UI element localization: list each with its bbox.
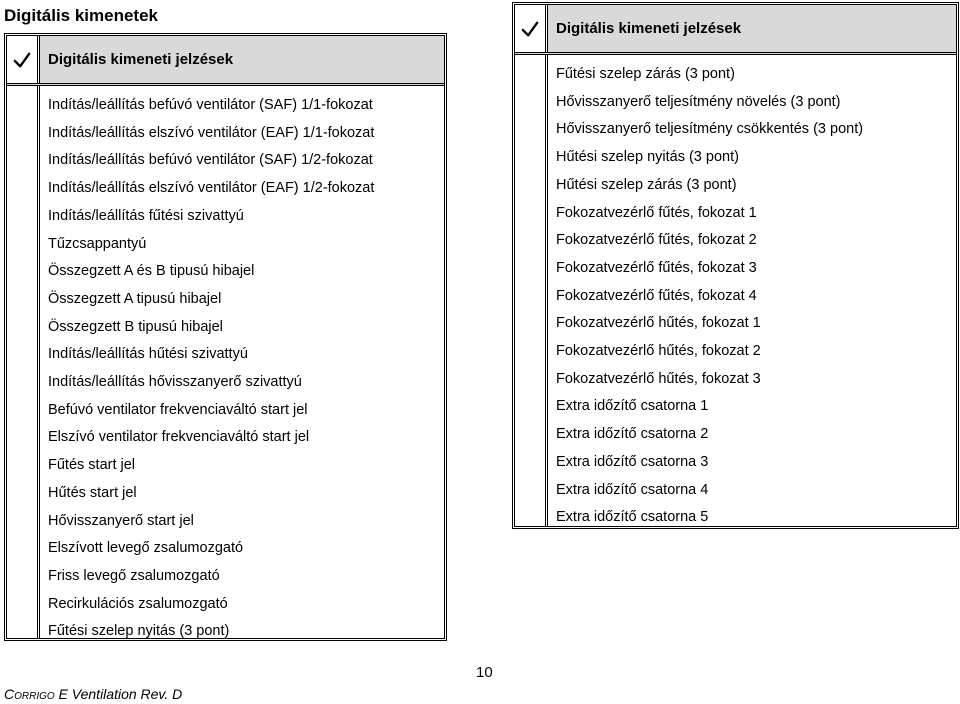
output-signal-item: Extra időzítő csatorna 5: [556, 509, 709, 526]
output-signal-item: Fűtési szelep nyitás (3 pont): [48, 623, 230, 640]
left-table-header-label: Digitális kimeneti jelzések: [48, 51, 234, 68]
footer-brand-rest: E Ventilation Rev. D: [54, 686, 183, 702]
output-signal-item: Extra időzítő csatorna 3: [556, 453, 709, 470]
output-signal-item: Fokozatvezérlő fűtés, fokozat 2: [556, 232, 757, 249]
output-signal-item: Friss levegő zsalumozgató: [48, 567, 220, 584]
right-table-header: [515, 5, 956, 55]
output-signal-item: Fokozatvezérlő fűtés, fokozat 1: [556, 204, 757, 221]
output-signal-item: Extra időzítő csatorna 2: [556, 426, 709, 443]
output-signal-item: Fűtési szelep zárás (3 pont): [556, 66, 735, 82]
left-output-table: [4, 33, 447, 641]
output-signal-item: Fokozatvezérlő hűtés, fokozat 1: [556, 315, 761, 332]
output-signal-item: Összegzett A és B tipusú hibajel: [48, 263, 255, 280]
footer-brand-name: Corrigo: [4, 686, 55, 702]
output-signal-item: Hővisszanyerő start jel: [48, 512, 194, 529]
page-title: Digitális kimenetek: [4, 6, 159, 25]
output-signal-item: Indítás/leállítás befúvó ventilátor (SAF) 1/1-fokozat: [48, 97, 373, 113]
output-signal-item: Fokozatvezérlő fűtés, fokozat 4: [556, 287, 757, 304]
output-signal-item: Hűtési szelep zárás (3 pont): [556, 176, 737, 193]
output-signal-item: Extra időzítő csatorna 4: [556, 481, 709, 498]
output-signal-item: Hűtési szelep nyitás (3 pont): [556, 149, 739, 166]
output-signal-item: Összegzett A tipusú hibajel: [48, 290, 222, 307]
output-signal-item: Indítás/leállítás elszívó ventilátor (EAF) 1/2-fokozat: [48, 180, 375, 197]
output-signal-item: Összegzett B tipusú hibajel: [48, 318, 223, 335]
right-table-body: [515, 55, 956, 526]
output-signal-item: Indítás/leállítás befúvó ventilátor (SAF) 1/2-fokozat: [48, 152, 373, 169]
output-signal-item: Fűtés start jel: [48, 457, 136, 474]
output-signal-item: Hővisszanyerő teljesítmény csökkentés (3 pont): [556, 121, 864, 138]
output-signal-item: Fokozatvezérlő hűtés, fokozat 3: [556, 370, 761, 387]
output-signal-item: Indítás/leállítás fűtési szivattyú: [48, 207, 244, 224]
checkmark-icon: [7, 36, 40, 83]
output-signal-item: Indítás/leállítás hűtési szivattyú: [48, 346, 248, 363]
footer-document-title: [4, 686, 182, 702]
output-signal-item: Befúvó ventilator frekvenciaváltó start jel: [48, 401, 308, 418]
left-table-header: [7, 36, 444, 86]
left-output-list: [40, 86, 444, 646]
left-table-body: [7, 86, 444, 638]
output-signal-item: Elszívott levegő zsalumozgató: [48, 540, 244, 557]
output-signal-item: Indítás/leállítás hővisszanyerő szivattyú: [48, 374, 302, 391]
output-signal-item: Indítás/leállítás elszívó ventilátor (EAF) 1/1-fokozat: [48, 124, 375, 141]
checkmark-icon: [515, 5, 548, 52]
output-signal-item: Fokozatvezérlő fűtés, fokozat 3: [556, 259, 757, 276]
output-signal-item: Hővisszanyerő teljesítmény növelés (3 pont): [556, 93, 841, 110]
right-table-header-label: Digitális kimeneti jelzések: [556, 20, 742, 37]
output-signal-item: Recirkulációs zsalumozgató: [48, 595, 228, 612]
right-output-list: [548, 55, 956, 532]
output-signal-item: Extra időzítő csatorna 1: [556, 398, 709, 415]
output-signal-item: Tűzcsappantyú: [48, 235, 147, 252]
output-signal-item: Elszívó ventilator frekvenciaváltó start jel: [48, 429, 310, 446]
right-output-table: [512, 2, 959, 529]
output-signal-item: Fokozatvezérlő hűtés, fokozat 2: [556, 343, 761, 360]
page-number: 10: [476, 664, 493, 681]
output-signal-item: Hűtés start jel: [48, 484, 137, 501]
